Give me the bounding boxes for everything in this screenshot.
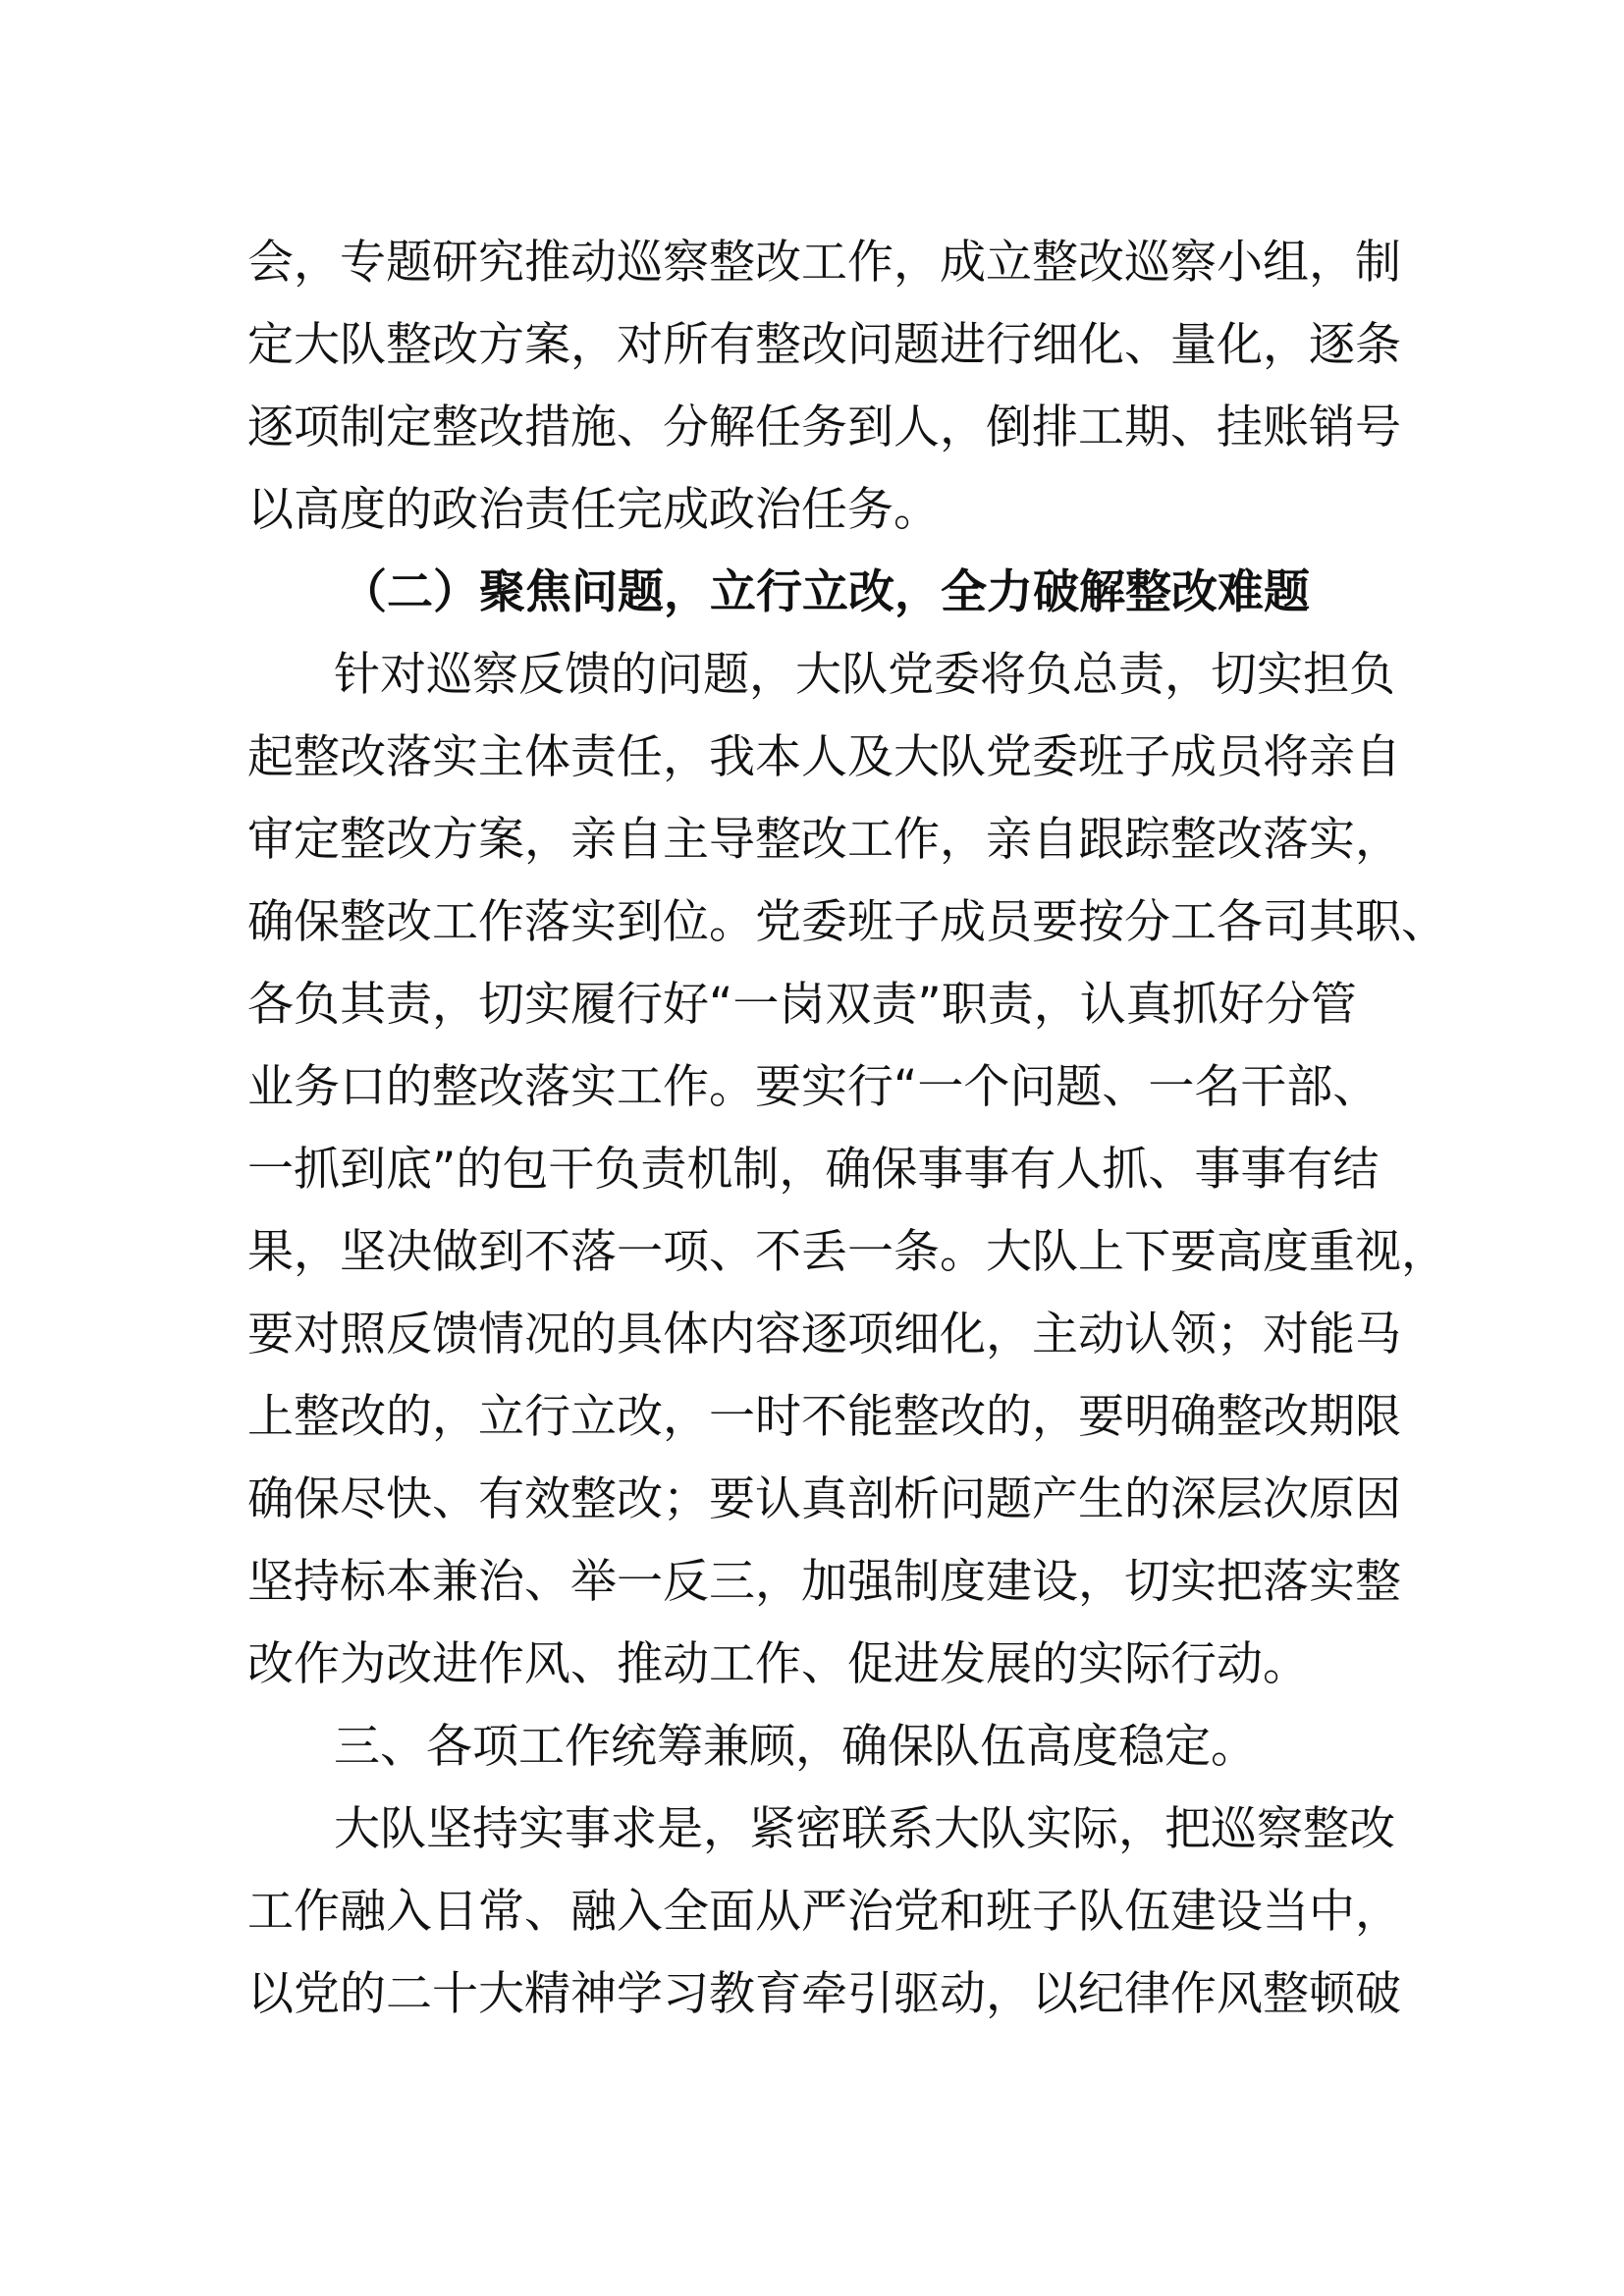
body-text-line: 一抓到底”的包干负责机制，确保事事有人抓、事事有结 xyxy=(247,1143,1380,1197)
body-text-line: 会，专题研究推动巡察整改工作，成立整改巡察小组，制 xyxy=(247,236,1401,290)
section-heading: 三、各项工作统筹兼顾，确保队伍高度稳定。 xyxy=(334,1720,1257,1774)
body-text-line: 以高度的政治责任完成政治任务。 xyxy=(247,483,940,537)
section-heading: （二）聚焦问题，立行立改，全力破解整改难题 xyxy=(341,565,1310,619)
body-text-line: 审定整改方案，亲自主导整改工作，亲自跟踪整改落实， xyxy=(247,813,1401,867)
body-text-line: 起整改落实主体责任，我本人及大队党委班子成员将亲自 xyxy=(247,730,1401,784)
body-text-line: 要对照反馈情况的具体内容逐项细化，主动认领；对能马 xyxy=(247,1308,1401,1362)
body-text-line: 坚持标本兼治、举一反三，加强制度建设，切实把落实整 xyxy=(247,1555,1401,1609)
body-text-line: 针对巡察反馈的问题，大队党委将负总责，切实担负 xyxy=(334,648,1395,702)
body-text-line: 确保尽快、有效整改；要认真剖析问题产生的深层次原因 xyxy=(247,1472,1401,1526)
body-text-line: 上整改的，立行立改，一时不能整改的，要明确整改期限 xyxy=(247,1390,1401,1444)
body-text-line: 工作融入日常、融入全面从严治党和班子队伍建设当中， xyxy=(247,1885,1401,1939)
body-text-line: 改作为改进作风、推动工作、促进发展的实际行动。 xyxy=(247,1637,1309,1691)
body-text-line: 果，坚决做到不落一项、不丢一条。大队上下要高度重视， xyxy=(247,1225,1447,1279)
body-text-line: 定大队整改方案，对所有整改问题进行细化、量化，逐条 xyxy=(247,318,1401,372)
body-text-line: 以党的二十大精神学习教育牵引驱动，以纪律作风整顿破 xyxy=(247,1967,1401,2021)
body-text-line: 确保整改工作落实到位。党委班子成员要按分工各司其职、 xyxy=(247,895,1447,949)
body-text-line: 大队坚持实事求是，紧密联系大队实际，把巡察整改 xyxy=(334,1802,1395,1856)
body-text-line: 各负其责，切实履行好“一岗双责”职责，认真抓好分管 xyxy=(247,978,1357,1032)
body-text-line: 业务口的整改落实工作。要实行“一个问题、一名干部、 xyxy=(247,1060,1380,1114)
body-text-line: 逐项制定整改措施、分解任务到人，倒排工期、挂账销号 xyxy=(247,400,1401,454)
